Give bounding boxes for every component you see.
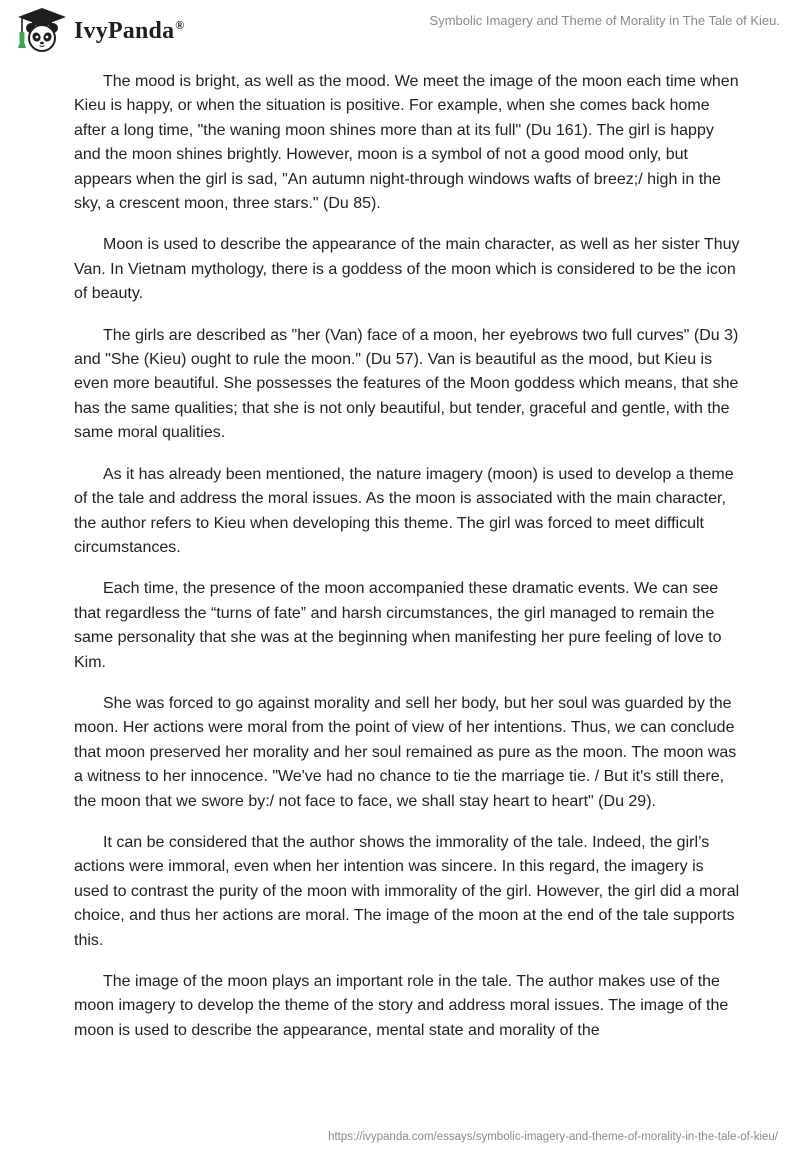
paragraph: The girls are described as "her (Van) face of a moon, her eyebrows two full curves" (Du 3) and "She (Kieu) ought to rule the moon." (Du 57). Van is beautiful as the mood, but Kieu is even more beautiful. She possesses the features of the Moon goddess which means, that she has the same qualities; that she is not only beautiful, but tender, graceful and gentle, with the same moral qualities. xyxy=(74,326,739,442)
essay-body xyxy=(74,70,742,1060)
paragraph: The mood is bright, as well as the mood. We meet the image of the moon each time when Kieu is happy, or when the situation is positive. For example, when she comes back home after a long time, "the waning moon shines more than at its full" (Du 161). The girl is happy and the moon shines brightly. However, moon is a symbol of not a good mood only, but appears when the girl is sad, "An autumn night-through windows wafts of breez;/ high in the sky, a crescent moon, three stars." (Du 85). xyxy=(74,73,739,213)
source-url[interactable]: https://ivypanda.com/essays/symbolic-imagery-and-theme-of-morality-in-the-tale-of-kieu/ xyxy=(328,1131,778,1143)
paragraph: It can be considered that the author shows the immorality of the tale. Indeed, the girl’s actions were immoral, even when her intention was sincere. In this regard, the imagery is used to contrast the purity of the moon with immorality of the girl. However, the girl did a moral choice, and thus her actions are moral. The image of the moon at the end of the tale supports this. xyxy=(74,833,740,949)
document-title: Symbolic Imagery and Theme of Morality in The Tale of Kieu. xyxy=(429,13,780,28)
paragraph: The image of the moon plays an important role in the tale. The author makes use of the moon imagery to develop the theme of the story and address moral issues. The image of the moon is used to describe the appearance, mental state and morality of the xyxy=(74,973,729,1039)
paragraph: Each time, the presence of the moon accompanied these dramatic events. We can see that regardless the “turns of fate” and harsh circumstances, the girl managed to remain the same personality that she was at the beginning when manifesting her pure feeling of love to Kim. xyxy=(74,580,722,671)
panda-graduate-icon xyxy=(14,6,70,54)
brand-text: IvyPanda xyxy=(74,17,175,44)
registered-mark: ® xyxy=(175,17,185,32)
brand-name xyxy=(74,18,184,45)
paragraph: She was forced to go against morality and sell her body, but her soul was guarded by the moon. Her actions were moral from the point of view of her intentions. Thus, we can conclude that moon preserved her morality and her soul remained as pure as the moon. The moon was a witness to her innocence. "We've had no chance to tie the marriage tie. / But it's still there, the moon that we swore by:/ not face to face, we shall stay heart to heart" (Du 29). xyxy=(74,694,737,810)
paragraph: Moon is used to describe the appearance of the main character, as well as her sister Thuy Van. In Vietnam mythology, there is a goddess of the moon which is considered to be the icon of beauty. xyxy=(74,236,740,303)
page-header xyxy=(0,0,800,60)
ivypanda-logo[interactable] xyxy=(14,6,184,54)
paragraph: As it has already been mentioned, the nature imagery (moon) is used to develop a theme of the tale and address the moral issues. As the moon is associated with the main character, the author refers to Kieu when developing this theme. The girl was forced to meet difficult circumstances. xyxy=(74,465,734,556)
